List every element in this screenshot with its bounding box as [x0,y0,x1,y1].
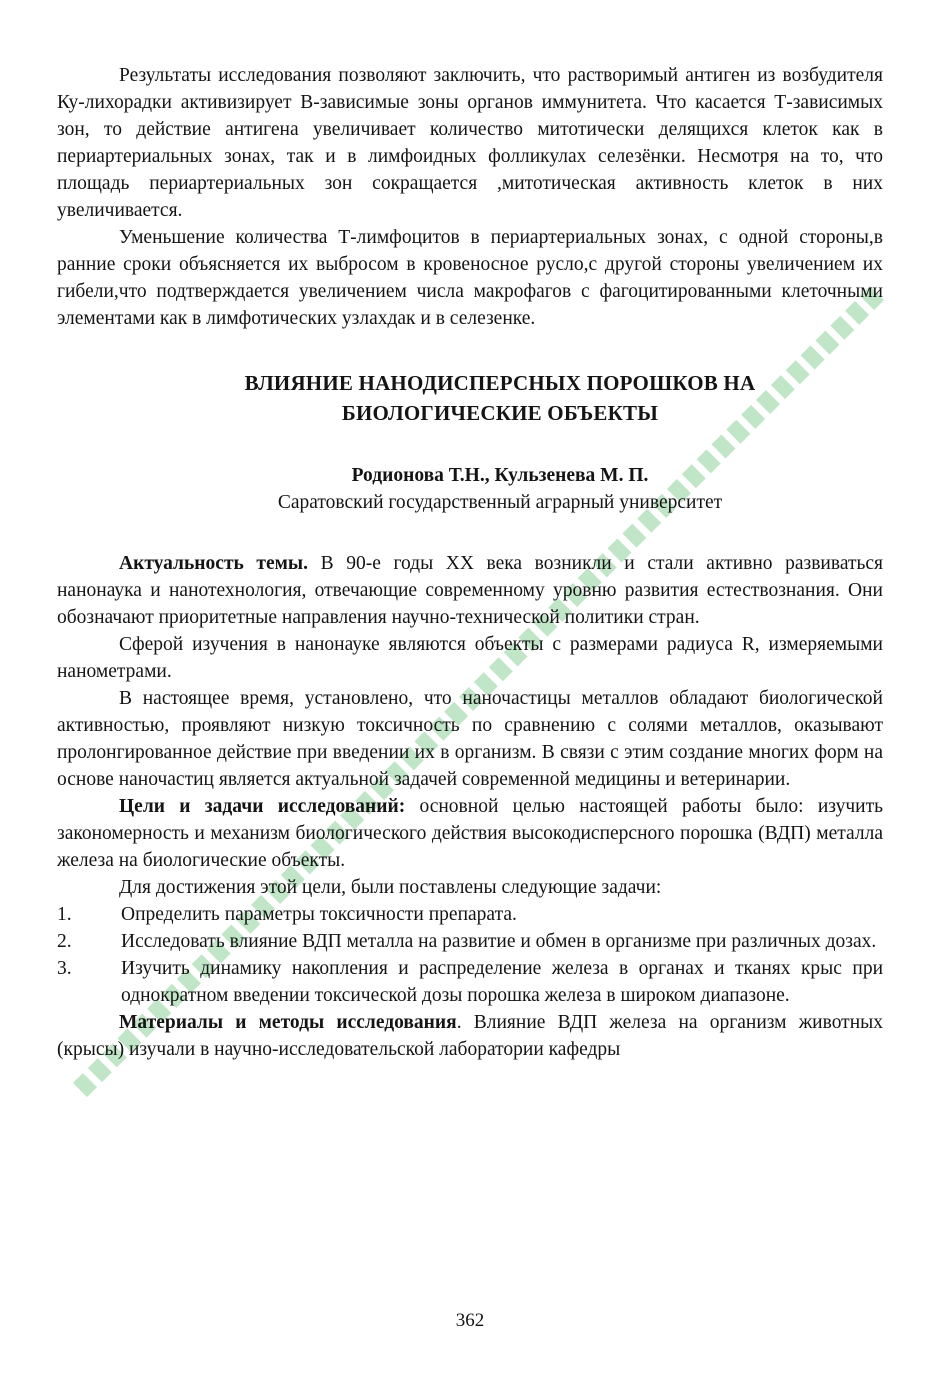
article-title [117,368,883,428]
article-title-line-1: ВЛИЯНИЕ НАНОДИСПЕРСНЫХ ПОРОШКОВ НА [244,371,756,395]
article-affiliation: Саратовский государственный аграрный университет [277,492,723,513]
intro-paragraph-1: Результаты исследования позволяют заключить, что растворимый антиген из возбудителя Ку-лихорадки активизирует В-зависимые зоны органов иммунитета. Что касается Т-зависимых зон, то действие антигена увеличивает количество митотически делящихся клеток как в периартериальных зонах, так и в лимфоидных фолликулах селезёнки. Несмотря на то, что площадь периартериальных зон сокращается ,митотическая активность клеток в них увеличивается. [57,65,883,221]
article-title-line-2: БИОЛОГИЧЕСКИЕ ОБЪЕКТЫ [341,401,659,425]
task-item [57,955,883,1009]
methods-label: Материалы и методы исследования [119,1012,457,1033]
task-number: 3. [57,958,72,979]
goals-text: основной целью настоящей работы было: изучить закономерность и механизм биологического действия высокодисперсного порошка (ВДП) металла железа на биологические объекты. [57,796,883,871]
goals-label: Цели и задачи исследований: [119,796,406,817]
article-authors: Родионова Т.Н., Кульзенева М. П. [351,465,649,486]
task-number: 1. [57,904,72,925]
tasks-intro: Для достижения этой цели, были поставлены следующие задачи: [119,877,662,898]
task-text: Определить параметры токсичности препарата. [121,904,517,925]
relevance-paragraph [57,550,883,631]
current-paragraph: В настоящее время, установлено, что наночастицы металлов обладают биологической активностью, проявляют низкую токсичность по сравнению с солями металлов, оказывают пролонгированное действие при введении их в организм. В связи с этим создание многих форм на основе наночастиц является актуальной задачей современной медицины и ветеринарии. [57,688,883,790]
intro-paragraph-2: Уменьшение количества Т-лимфоцитов в периартериальных зонах, с одной стороны,в ранние сроки объясняется их выбросом в кровеносное русло,с другой стороны увеличением их гибели,что подтверждается увеличением числа макрофагов с фагоцитированными клеточными элементами как в лимфотических узлахдак и в селезенке. [57,227,883,329]
methods-text: . Влияние ВДП железа на организм животных (крысы) изучали в научно-исследовательской лаборатории кафедры [57,1012,883,1060]
page-content [57,62,883,1063]
goals-paragraph [57,793,883,874]
task-text: Изучить динамику накопления и распределение железа в органах и тканях крыс при однократном введении токсической дозы порошка железа в широком диапазоне. [121,958,883,1006]
methods-paragraph [57,1009,883,1063]
task-text: Исследовать влияние ВДП металла на развитие и обмен в организме при различных дозах. [121,931,877,952]
relevance-label: Актуальность темы. [119,553,309,574]
sphere-paragraph: Сферой изучения в нанонауке являются объекты с размерами радиуса R, измеряемыми нанометрами. [57,634,883,682]
relevance-text: В 90-е годы XX века возникли и стали активно развиваться нанонаука и нанотехнология, отвечающие современному уровню развития естествознания. Они обозначают приоритетные направления научно-технической политики стран. [57,553,884,628]
page-number: 362 [455,1310,485,1331]
task-number: 2. [57,931,72,952]
task-item [57,928,883,955]
task-item [57,901,883,928]
